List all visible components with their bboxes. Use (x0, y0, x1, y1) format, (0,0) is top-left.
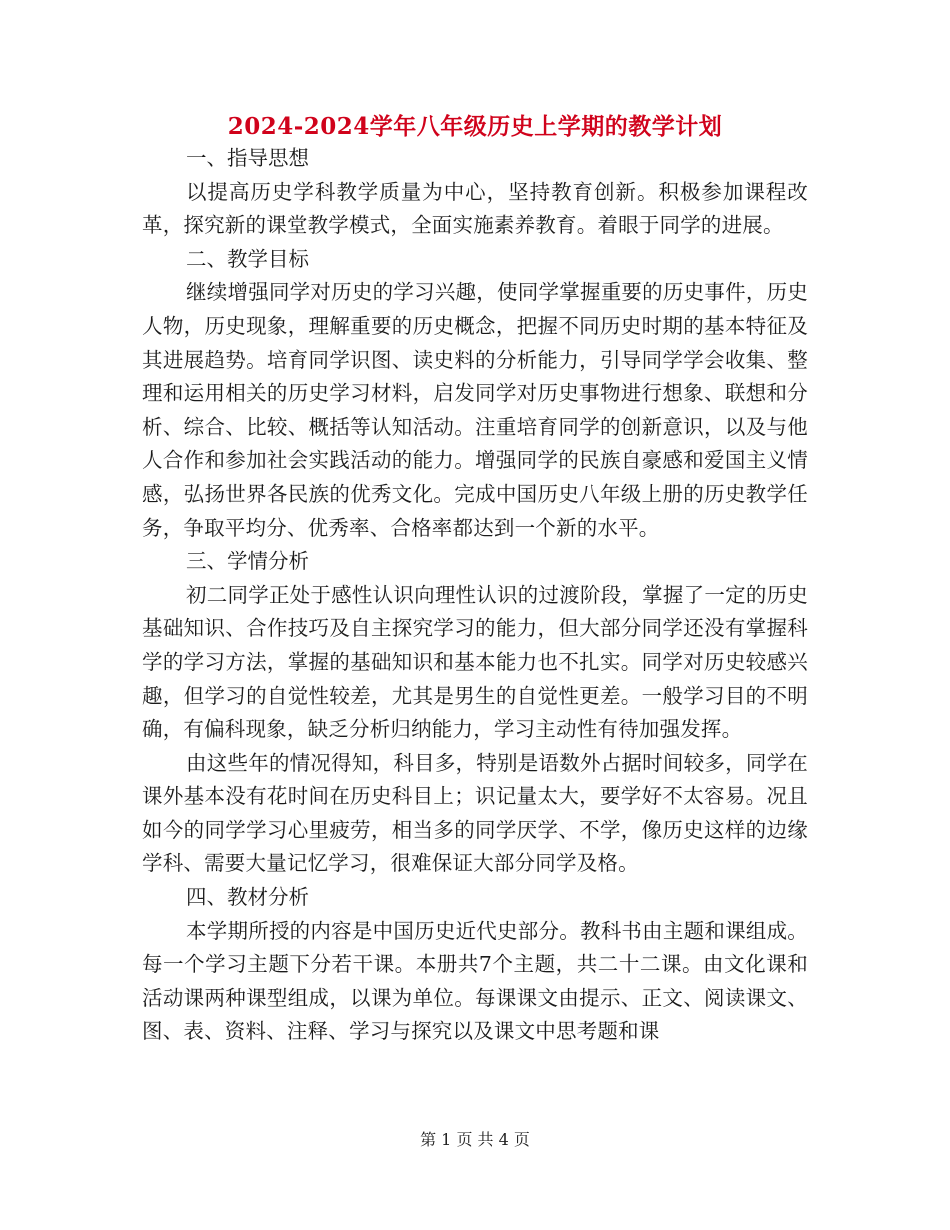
section-paragraph: 由这些年的情况得知，科目多，特别是语数外占据时间较多，同学在课外基本没有花时间在历史科目上；识记量太大，要学好不太容易。况且如今的同学学习心里疲劳，相当多的同学厌学、不学，像历史这样的边缘学科、需要大量记忆学习，很难保证大部分同学及格。 (142, 750, 808, 876)
section-teaching-goals (142, 243, 808, 545)
section-textbook-analysis (142, 881, 808, 1049)
section-heading: 二、教学目标 (186, 246, 309, 271)
section-heading: 四、教材分析 (186, 885, 309, 910)
page-number-footer: 第 1 页 共 4 页 (420, 1130, 530, 1149)
section-paragraph: 初二同学正处于感性认识向理性认识的过渡阶段，掌握了一定的历史基础知识、合作技巧及自主探究学习的能力，但大部分同学还没有掌握科学的学习方法，掌握的基础知识和基本能力也不扎实。同学对历史较感兴趣，但学习的自觉性较差，尤其是男生的自觉性更差。一般学习目的不明确，有偏科现象，缺乏分析归纳能力，学习主动性有待加强发挥。 (142, 582, 808, 742)
section-paragraph: 继续增强同学对历史的学习兴趣，使同学掌握重要的历史事件，历史人物，历史现象，理解重要的历史概念，把握不同历史时期的基本特征及其进展趋势。培育同学识图、读史料的分析能力，引导同学学会收集、整理和运用相关的历史学习材料，启发同学对历史事物进行想象、联想和分析、综合、比较、概括等认知活动。注重培育同学的创新意识，以及与他人合作和参加社会实践活动的能力。增强同学的民族自豪感和爱国主义情感，弘扬世界各民族的优秀文化。完成中国历史八年级上册的历史教学任务，争取平均分、优秀率、合格率都达到一个新的水平。 (142, 280, 808, 540)
document-title: 2024-2024学年八年级历史上学期的教学计划 (227, 113, 723, 140)
section-guiding-thought (142, 142, 808, 243)
document-page (142, 112, 808, 1049)
section-heading: 三、学情分析 (186, 549, 309, 574)
section-paragraph: 以提高历史学科教学质量为中心，坚持教育创新。积极参加课程改革，探究新的课堂教学模式，全面实施素养教育。着眼于同学的进展。 (142, 179, 808, 238)
section-paragraph: 本学期所授的内容是中国历史近代史部分。教科书由主题和课组成。每一个学习主题下分若干课。本册共7个主题，共二十二课。由文化课和活动课两种课型组成，以课为单位。每课课文由提示、正文、阅读课文、图、表、资料、注释、学习与探究以及课文中思考题和课 (142, 918, 808, 1044)
section-student-analysis (142, 545, 808, 881)
section-heading: 一、指导思想 (186, 146, 309, 170)
